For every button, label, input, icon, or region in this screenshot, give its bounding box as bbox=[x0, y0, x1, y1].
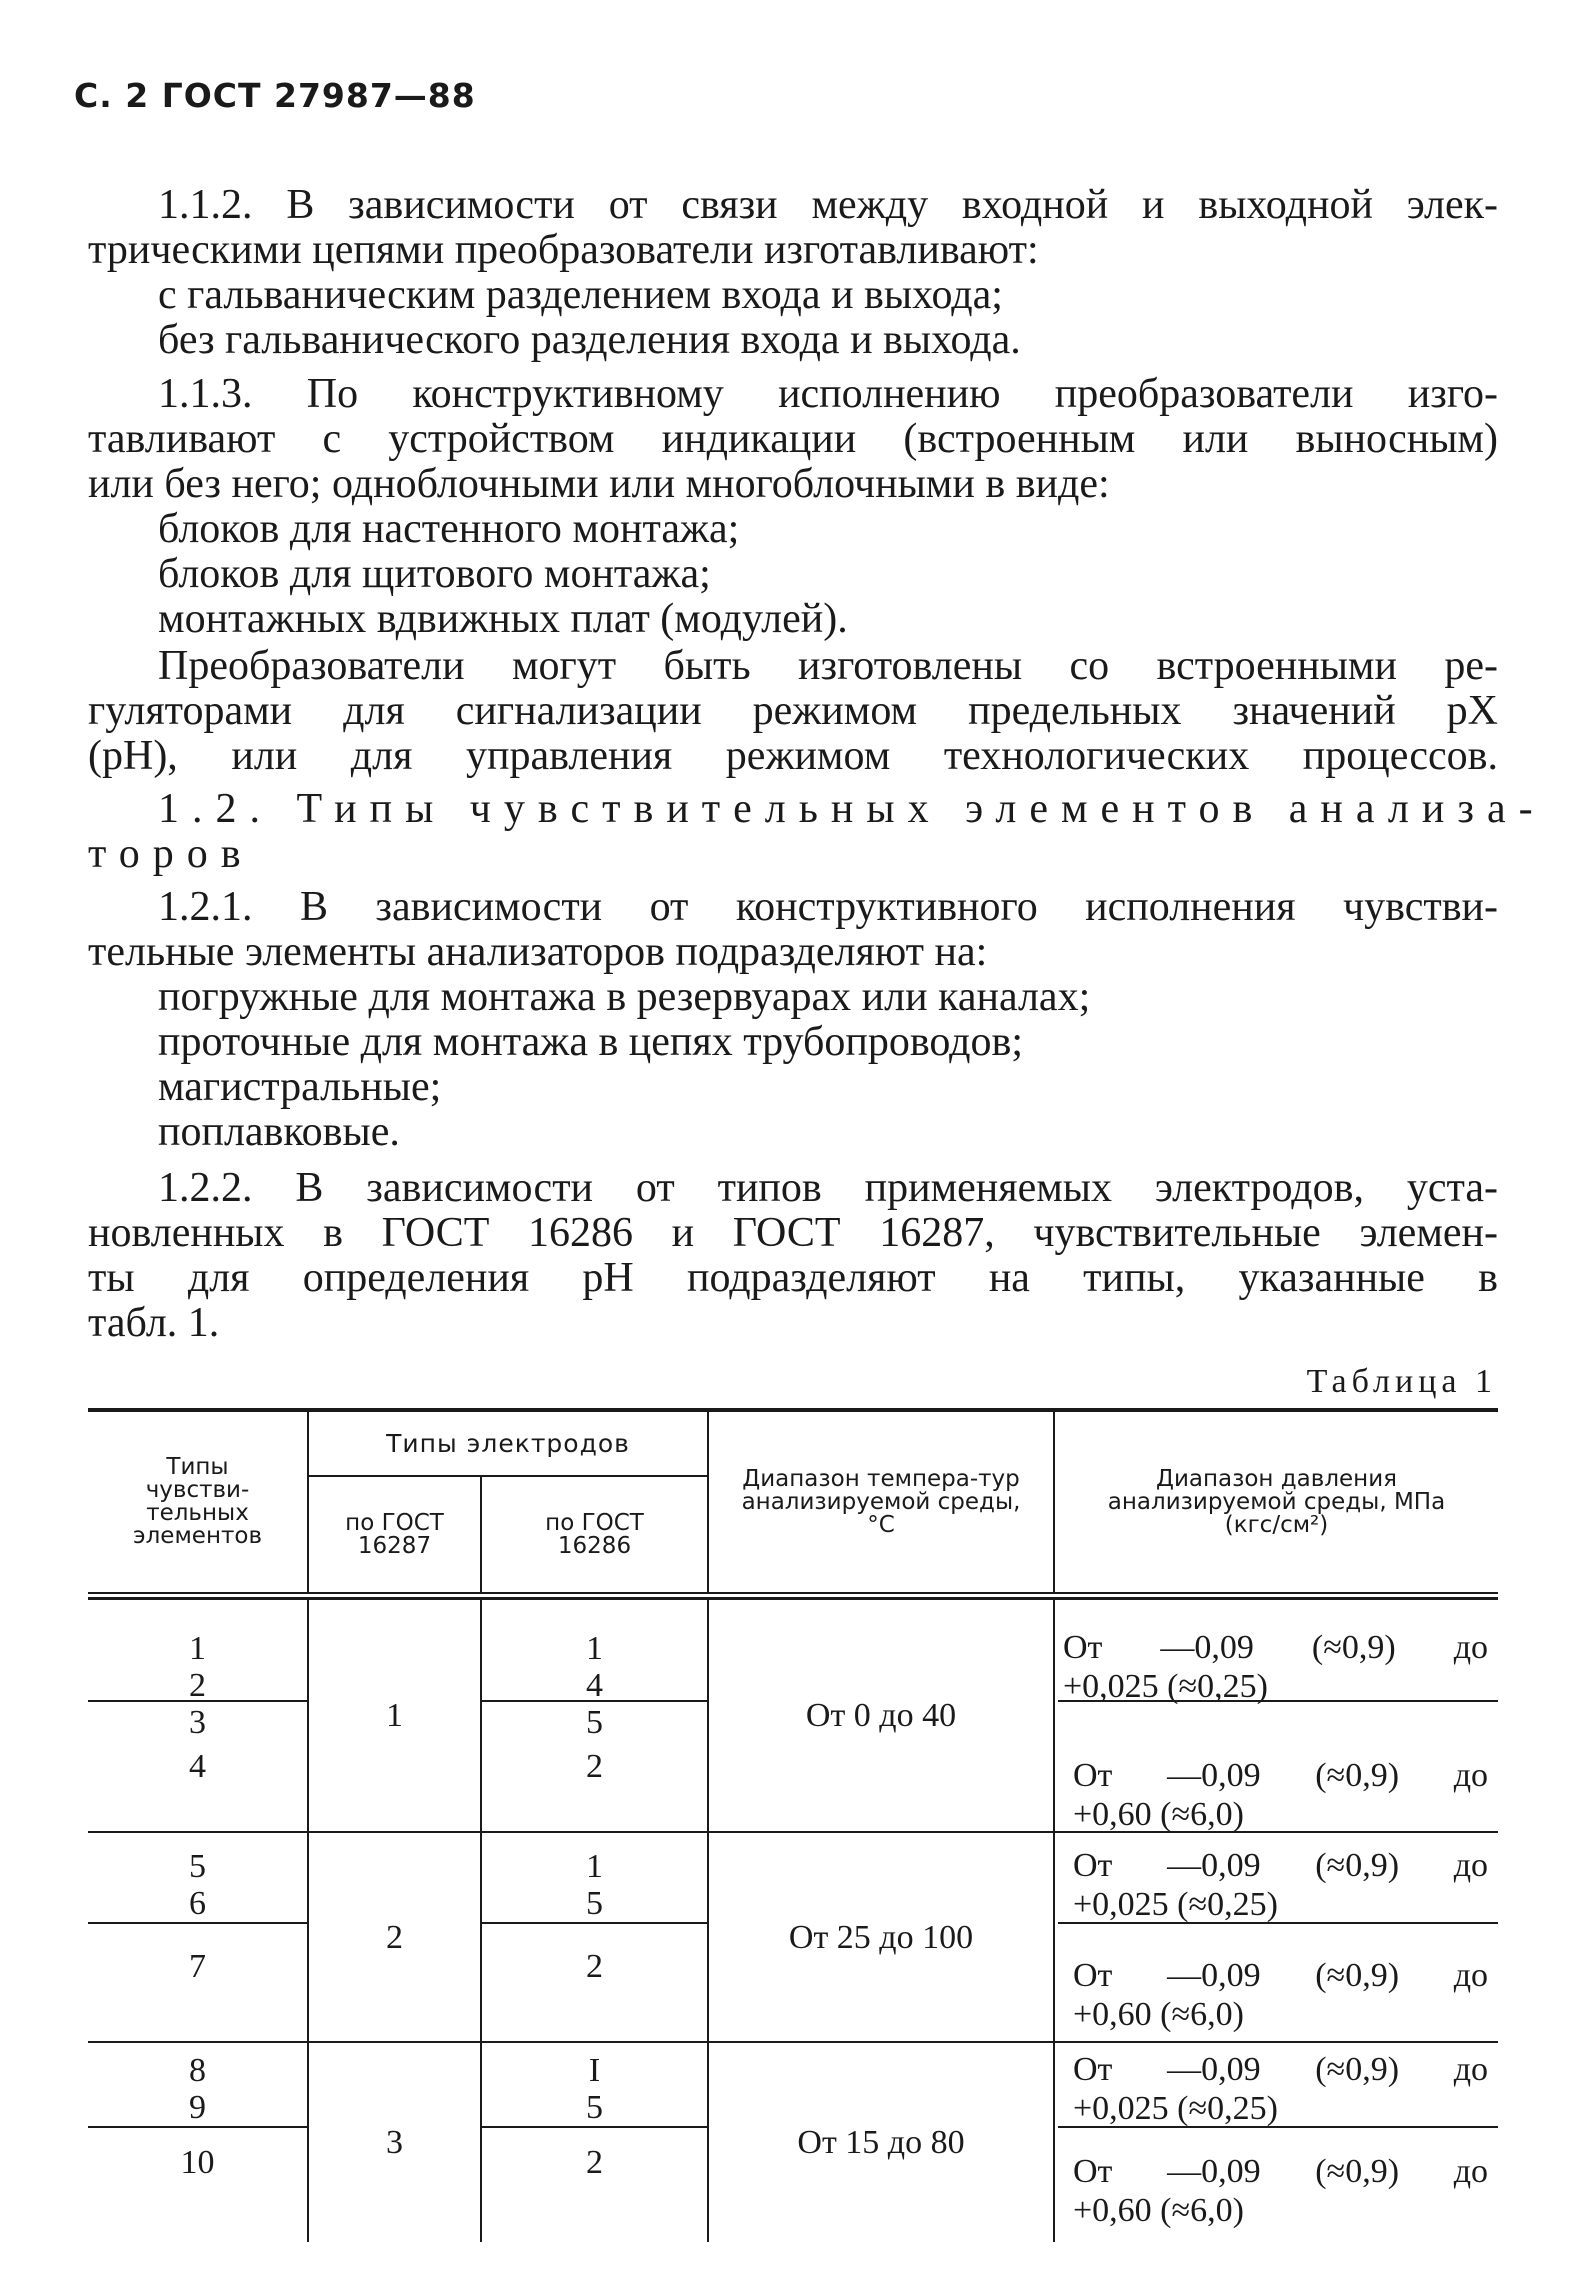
pressure-line: +0,025 (≈0,25) bbox=[1073, 2090, 1278, 2127]
body-line: магистральные; bbox=[158, 1064, 442, 1110]
body-line: 1.1.2. В зависимости от связи между входной и выходной элек- bbox=[158, 182, 1498, 228]
electrode-number: 5 bbox=[586, 2089, 603, 2126]
gost16287-cell: 2 bbox=[386, 1918, 403, 1956]
gost16286-cell bbox=[482, 1748, 707, 1785]
body-line: тавливают с устройством индикации (встроенным или выносным) bbox=[88, 416, 1498, 462]
body-line: трическими цепями преобразователи изготавливают: bbox=[88, 227, 1039, 273]
gost16287-cell: 1 bbox=[386, 1697, 403, 1734]
pressure-line: От —0,09 (≈0,9) до bbox=[1073, 2051, 1488, 2088]
pressure-line: От —0,09 (≈0,9) до bbox=[1073, 1757, 1488, 1794]
header-electrode-types: Типы электродов bbox=[386, 1429, 630, 1458]
temperature-cell: От 0 до 40 bbox=[805, 1697, 957, 1734]
type-number: 6 bbox=[189, 1885, 206, 1922]
gost16286-cell bbox=[482, 2144, 707, 2181]
type-number: 2 bbox=[189, 1667, 206, 1704]
pressure-line: +0,60 (≈6,0) bbox=[1073, 1796, 1244, 1833]
pressure-cell bbox=[1063, 1956, 1488, 2034]
gost16286-cell bbox=[482, 1848, 707, 1922]
row-separator bbox=[480, 2126, 707, 2128]
gost16287-cell: 3 bbox=[386, 2124, 403, 2161]
header-gost-16287: по ГОСТ 16287 bbox=[345, 1509, 444, 1559]
pressure-line: +0,60 (≈6,0) bbox=[1073, 1996, 1244, 2033]
types-cell bbox=[88, 1748, 307, 1785]
pressure-cell bbox=[1063, 2152, 1488, 2230]
running-header: С. 2 ГОСТ 27987—88 bbox=[74, 76, 476, 115]
pressure-line: От —0,09 (≈0,9) до bbox=[1063, 1629, 1488, 1666]
gost16286-cell bbox=[482, 1630, 707, 1741]
gost16286-cell bbox=[482, 2052, 707, 2126]
electrode-number: 2 bbox=[586, 1948, 603, 1985]
types-cell bbox=[88, 1630, 307, 1741]
temperature-cell: От 25 до 100 bbox=[788, 1918, 974, 1956]
body-line: новленных в ГОСТ 16286 и ГОСТ 16287, чувствительные элемен- bbox=[88, 1210, 1498, 1256]
pressure-cell bbox=[1063, 1756, 1488, 1834]
type-number: 7 bbox=[189, 1948, 206, 1985]
electrode-number: 2 bbox=[586, 2144, 603, 2181]
type-number: 4 bbox=[189, 1748, 206, 1785]
header-temperature-range: Диапазон темпера-тур анализируемой среды, °С bbox=[741, 1465, 1021, 1538]
electrode-number: 2 bbox=[586, 1748, 603, 1785]
electrode-number: 1 bbox=[586, 1848, 603, 1885]
body-line: тельные элементы анализаторов подразделяют на: bbox=[88, 929, 988, 975]
body-line: 1.2.1. В зависимости от конструктивного исполнения чувстви- bbox=[158, 884, 1498, 930]
body-line: монтажных вдвижных плат (модулей). bbox=[158, 596, 848, 642]
body-line: блоков для настенного монтажа; bbox=[158, 506, 740, 552]
pressure-line: От —0,09 (≈0,9) до bbox=[1073, 2153, 1488, 2190]
header-pressure-range: Диапазон давления анализируемой среды, МПа (кгс/см²) bbox=[1107, 1465, 1446, 1538]
pressure-line: От —0,09 (≈0,9) до bbox=[1073, 1847, 1488, 1884]
header-sensor-types: Типы чувстви-тельных элементов bbox=[132, 1454, 263, 1549]
type-number: 1 bbox=[189, 1630, 206, 1667]
pressure-cell bbox=[1063, 1846, 1488, 1924]
body-line: Преобразователи могут быть изготовлены со встроенными ре- bbox=[158, 643, 1498, 689]
header-gost-16286: по ГОСТ 16286 bbox=[545, 1509, 644, 1559]
section-heading-cont: торов bbox=[88, 831, 254, 877]
temperature-cell: От 15 до 80 bbox=[797, 2124, 965, 2161]
types-cell bbox=[88, 1848, 307, 1922]
electrode-number: 5 bbox=[586, 1704, 603, 1741]
row-separator bbox=[88, 2126, 307, 2128]
pressure-line: +0,025 (≈0,25) bbox=[1063, 1668, 1268, 1705]
body-line: ты для определения рН подразделяют на типы, указанные в bbox=[88, 1255, 1498, 1301]
type-number: 8 bbox=[189, 2052, 206, 2089]
gost16286-cell bbox=[482, 1948, 707, 1985]
electrode-number: 5 bbox=[586, 1885, 603, 1922]
types-cell bbox=[88, 2052, 307, 2126]
pressure-cell bbox=[1063, 2050, 1488, 2128]
pressure-line: +0,025 (≈0,25) bbox=[1073, 1886, 1278, 1923]
section-heading: 1.2. Типы чувствительных элементов анализа- bbox=[158, 786, 1546, 832]
pressure-cell bbox=[1063, 1628, 1488, 1706]
types-cell bbox=[88, 2144, 307, 2181]
pressure-line: От —0,09 (≈0,9) до bbox=[1073, 1957, 1488, 1994]
body-line: проточные для монтажа в цепях трубопроводов; bbox=[158, 1019, 1024, 1065]
types-cell bbox=[88, 1948, 307, 1985]
body-line: 1.2.2. В зависимости от типов применяемых электродов, уста- bbox=[158, 1165, 1498, 1211]
table-1 bbox=[88, 1408, 1498, 2242]
pressure-line: +0,60 (≈6,0) bbox=[1073, 2192, 1244, 2229]
type-number: 9 bbox=[189, 2089, 206, 2126]
body-line: (рН), или для управления режимом технологических процессов. bbox=[88, 733, 1498, 779]
body-line: табл. 1. bbox=[88, 1300, 220, 1346]
electrode-number: I bbox=[588, 2052, 601, 2089]
type-number: 10 bbox=[180, 2144, 215, 2181]
body-line: гуляторами для сигнализации режимом предельных значений рХ bbox=[88, 688, 1498, 734]
body-line: 1.1.3. По конструктивному исполнению преобразователи изго- bbox=[158, 371, 1498, 417]
body-line: или без него; одноблочными или многоблочными в виде: bbox=[88, 461, 1110, 507]
type-number: 5 bbox=[189, 1848, 206, 1885]
row-separator bbox=[480, 1922, 707, 1924]
table-caption: Таблица 1 bbox=[1306, 1363, 1497, 1400]
header-rule-1 bbox=[88, 1592, 1498, 1594]
body-line: блоков для щитового монтажа; bbox=[158, 551, 711, 597]
type-number: 3 bbox=[189, 1704, 206, 1741]
row-separator bbox=[88, 1922, 307, 1924]
electrode-number: 4 bbox=[586, 1667, 603, 1704]
electrode-number: 1 bbox=[586, 1630, 603, 1667]
body-line: с гальваническим разделением входа и выхода; bbox=[158, 272, 1003, 318]
body-line: погружные для монтажа в резервуарах или каналах; bbox=[158, 974, 1091, 1020]
body-line: поплавковые. bbox=[158, 1109, 400, 1155]
body-line: без гальванического разделения входа и выхода. bbox=[158, 317, 1021, 363]
col-divider bbox=[1053, 1600, 1055, 2242]
